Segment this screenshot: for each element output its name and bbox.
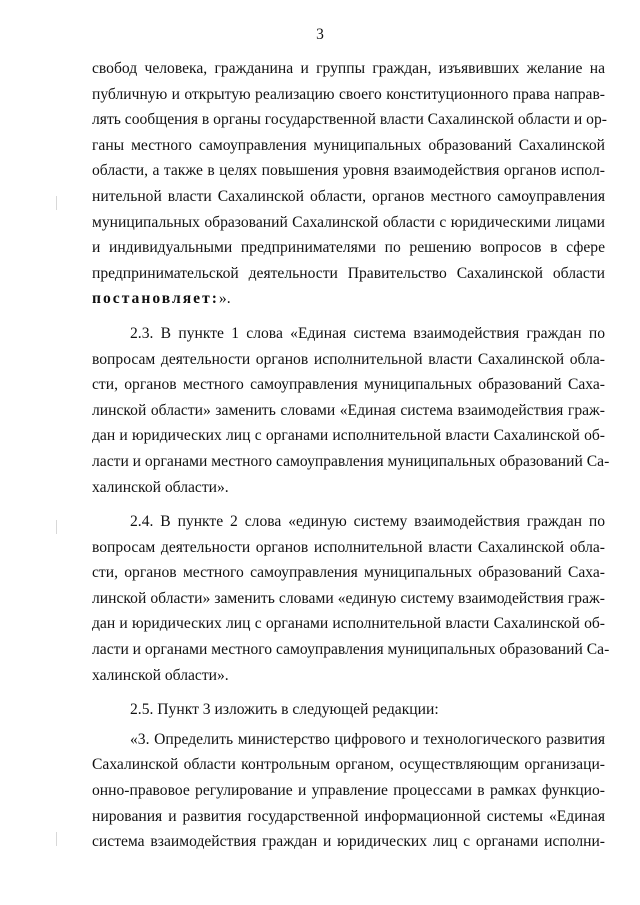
text-line (92, 286, 605, 312)
resolution-keyword: постановляет: (92, 290, 219, 308)
text-line: ласти и органами местного самоуправления муниципальных образований Са- (92, 452, 610, 470)
text-line: халинской области». (92, 478, 229, 496)
text-line: онно-правовое регулирование и управление процессами в рамках функцио- (92, 782, 605, 800)
closing-punctuation: ». (218, 290, 231, 308)
page-number: 3 (316, 26, 324, 43)
text-line: и индивидуальными предпринимателями по решению вопросов в сфере (92, 239, 605, 257)
text-line: вопросам деятельности органов исполнительной власти Сахалинской обла- (92, 350, 605, 368)
scan-artifact-mark (56, 832, 57, 846)
text-line: халинской области». (92, 666, 229, 684)
scan-artifact-mark (56, 196, 57, 210)
document-body (92, 56, 610, 855)
text-line: лять сообщения в органы государственной власти Сахалинской области и ор- (92, 111, 607, 129)
text-line: публичную и открытую реализацию своего конституционного права направ- (92, 85, 605, 103)
text-line: Сахалинской области контрольным органом, осуществляющим организаци- (92, 756, 605, 774)
text-line: система взаимодействия граждан и юридических лиц с органами исполни- (92, 833, 605, 851)
text-line: сти, органов местного самоуправления муниципальных образований Саха- (92, 376, 605, 394)
text-line: области, а также в целях повышения уровня взаимодействия органов испол- (92, 162, 605, 180)
paragraph-2-4 (92, 509, 610, 688)
text-line: нительной власти Сахалинской области, органов местного самоуправления (92, 187, 605, 205)
text-line: дан и юридических лиц с органами исполнительной власти Сахалинской об- (92, 427, 605, 445)
paragraph-2-5 (92, 697, 605, 723)
text-line: предпринимательской деятельности Правительство Сахалинской области (92, 264, 605, 282)
paragraph-quoted-item-3 (92, 727, 605, 855)
text-line: свобод человека, гражданина и группы граждан, изъявивших желание на (92, 60, 605, 77)
text-line: муниципальных образований Сахалинской области с юридическими лицами (92, 213, 605, 231)
text-line: 2.5. Пункт 3 изложить в следующей редакции: (130, 701, 439, 719)
text-line: сти, органов местного самоуправления муниципальных образований Саха- (92, 564, 605, 582)
paragraph-2-3 (92, 321, 610, 500)
text-line: нирования и развития государственной информационной системы «Единая (92, 807, 605, 825)
scan-artifact-mark (56, 520, 57, 534)
text-line: «3. Определить министерство цифрового и технологического развития (130, 730, 605, 748)
text-line: вопросам деятельности органов исполнительной власти Сахалинской обла- (92, 538, 605, 556)
paragraph-preamble (92, 56, 605, 312)
text-line: ганы местного самоуправления муниципальных образований Сахалинской (92, 136, 605, 154)
text-line: 2.4. В пункте 2 слова «единую систему взаимодействия граждан по (130, 513, 605, 531)
text-line: 2.3. В пункте 1 слова «Единая система взаимодействия граждан по (130, 324, 605, 342)
text-line: дан и юридических лиц с органами исполнительной власти Сахалинской об- (92, 615, 605, 633)
text-line: линской области» заменить словами «единую систему взаимодействия граж- (92, 589, 605, 607)
text-line: линской области» заменить словами «Единая система взаимодействия граж- (92, 401, 605, 419)
text-line: ласти и органами местного самоуправления муниципальных образований Са- (92, 641, 610, 659)
